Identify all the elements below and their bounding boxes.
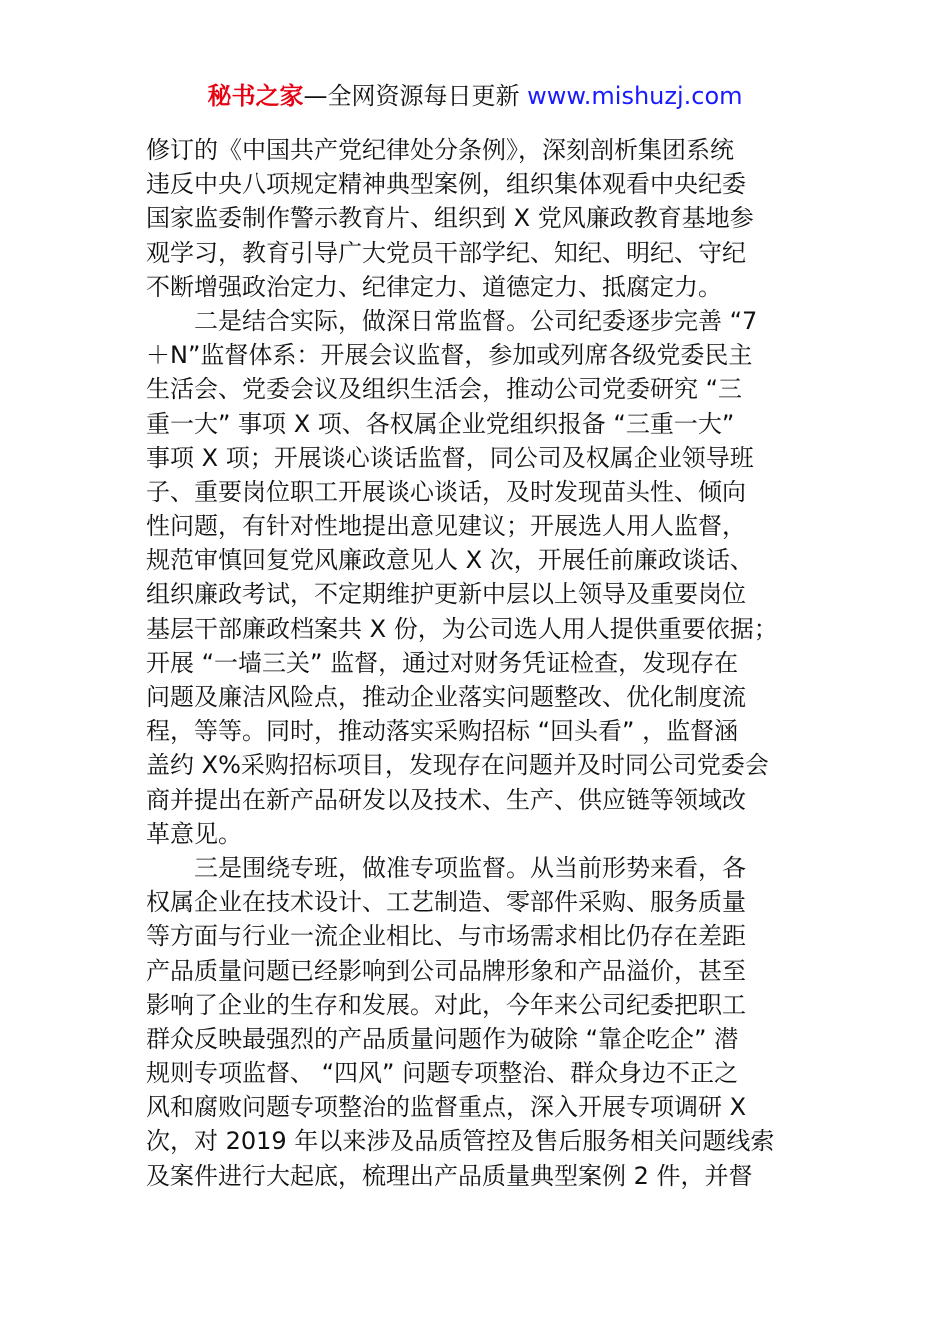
document-body: [146, 133, 814, 1193]
text-line: 产品质量问题已经影响到公司品牌形象和产品溢价，甚至: [146, 956, 746, 985]
text-line: 群众反映最强烈的产品质量问题作为破除 “靠企吃企” 潜: [146, 1024, 739, 1053]
text-line: 事项 X 项；开展谈心谈话监督，同公司及权属企业领导班: [146, 443, 754, 472]
header-tagline: —全网资源每日更新: [303, 82, 528, 110]
paragraph-start-line: 二是结合实际，做深日常监督。公司纪委逐步完善 “7: [194, 306, 758, 335]
text-line: 革意见。: [146, 819, 242, 848]
text-line: 子、重要岗位职工开展谈心谈话，及时发现苗头性、倾向: [146, 477, 746, 506]
text-line: 违反中央八项规定精神典型案例，组织集体观看中央纪委: [146, 170, 746, 199]
text-line: 基层干部廉政档案共 X 份，为公司选人用人提供重要依据；: [146, 614, 778, 643]
text-line: 国家监委制作警示教育片、组织到 X 党风廉政教育基地参: [146, 204, 754, 233]
text-line: 盖约 X%采购招标项目，发现存在问题并及时同公司党委会: [146, 751, 769, 780]
brand-name: 秘书之家: [207, 82, 304, 110]
text-line: 修订的《中国共产党纪律处分条例》，深刻剖析集团系统: [146, 136, 734, 164]
text-line: ＋N”监督体系：开展会议监督，参加或列席各级党委民主: [146, 341, 753, 370]
text-line: 问题及廉洁风险点，推动企业落实问题整改、优化制度流: [146, 683, 746, 711]
text-line: 及案件进行大起底，梳理出产品质量典型案例 2 件，并督: [146, 1161, 753, 1190]
page-header: [0, 80, 950, 112]
text-line: 重一大” 事项 X 项、各权属企业党组织报备 “三重一大”: [146, 409, 735, 438]
text-line: 次，对 2019 年以来涉及品质管控及售后服务相关问题线索: [146, 1127, 775, 1156]
text-line: 性问题，有针对性地提出意见建议；开展选人用人监督，: [146, 512, 746, 541]
text-line: 观学习，教育引导广大党员干部学纪、知纪、明纪、守纪: [146, 238, 746, 267]
text-line: 组织廉政考试，不定期维护更新中层以上领导及重要岗位: [146, 580, 746, 609]
text-line: 等方面与行业一流企业相比、与市场需求相比仍存在差距: [146, 922, 746, 951]
text-line: 不断增强政治定力、纪律定力、道德定力、抵腐定力。: [146, 272, 722, 301]
text-line: 权属企业在技术设计、工艺制造、零部件采购、服务质量: [146, 888, 746, 917]
text-line: 商并提出在新产品研发以及技术、生产、供应链等领域改: [146, 785, 746, 814]
text-line: 影响了企业的生存和发展。对此，今年来公司纪委把职工: [146, 990, 746, 1019]
text-line: 规则专项监督、 “四风” 问题专项整治、群众身边不正之: [146, 1059, 739, 1088]
text-line: 开展 “一墙三关” 监督，通过对财务凭证检查，发现存在: [146, 648, 739, 677]
paragraph-start-line: 三是围绕专班，做准专项监督。从当前形势来看，各: [194, 853, 746, 882]
text-line: 生活会、党委会议及组织生活会，推动公司党委研究 “三: [146, 375, 743, 404]
text-line: 规范审慎回复党风廉政意见人 X 次，开展任前廉政谈话、: [146, 546, 754, 575]
text-line: 风和腐败问题专项整治的监督重点，深入开展专项调研 X: [146, 1093, 747, 1122]
site-url[interactable]: www.mishuzj.com: [527, 82, 743, 110]
text-line: 程，等等。同时，推动落实采购招标 “回头看” ，监督涵: [146, 717, 739, 746]
